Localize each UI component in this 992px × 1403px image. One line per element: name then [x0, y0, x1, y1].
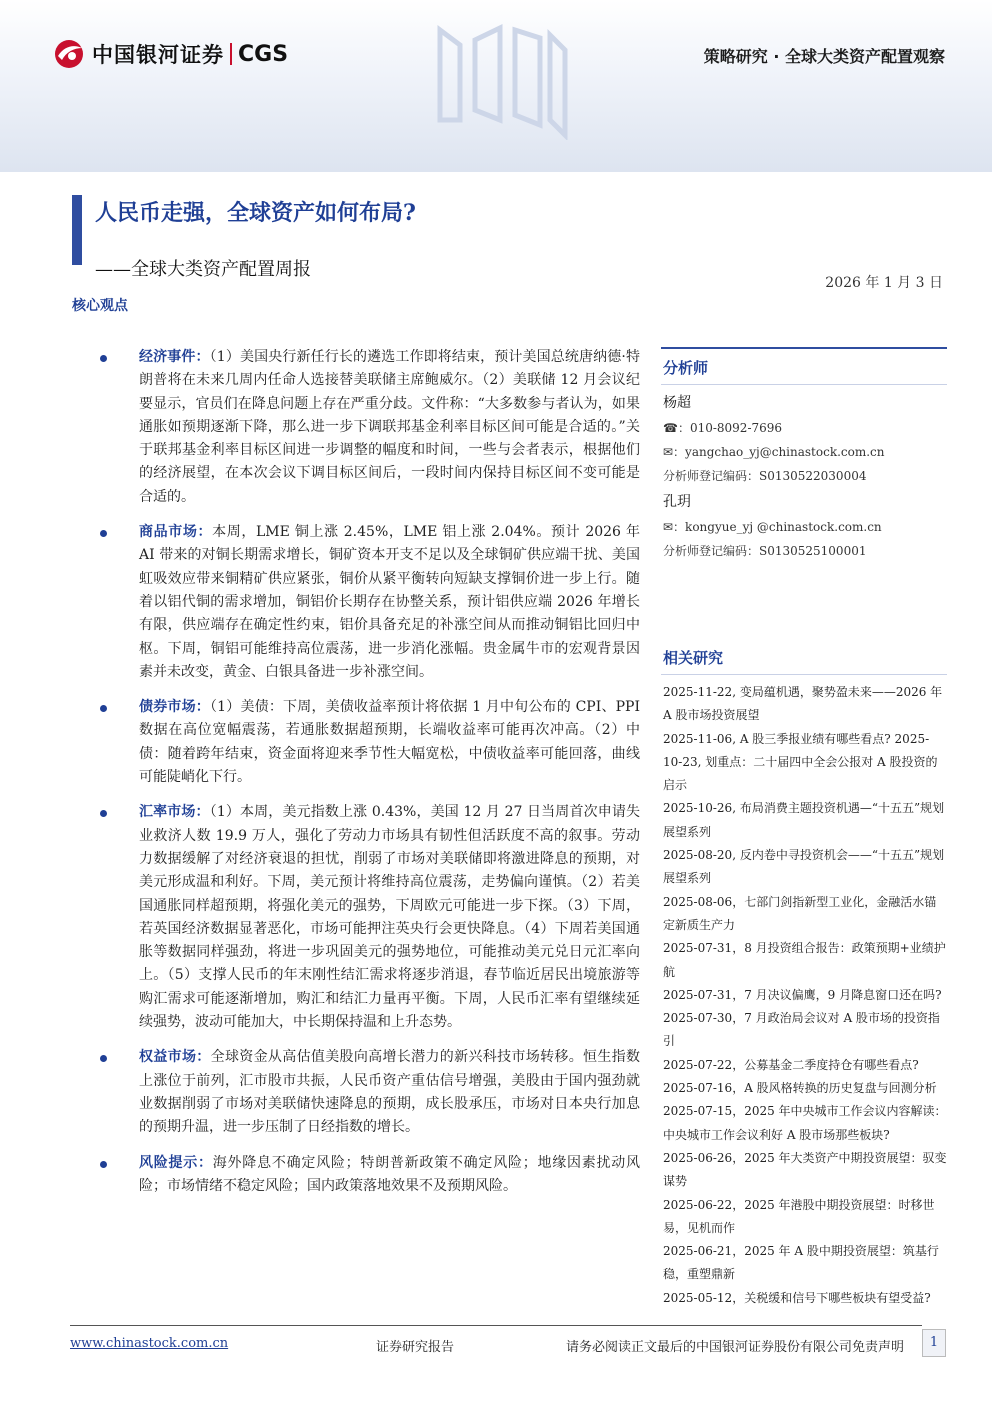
point-text: 海外降息不确定风险；特朗普新政策不确定风险；地缘因素扰动风险；市场情绪不稳定风险；国内政策落地效果不及预期风险。: [139, 1154, 641, 1194]
logo-separator: [230, 43, 232, 65]
logo-chinese-name: 中国银河证券: [92, 43, 224, 67]
related-research-item[interactable]: 2025-06-21，2025 年 A 股中期投资展望：筑基行稳，重塑鼎新: [663, 1244, 939, 1282]
point-label: 风险提示：: [139, 1154, 213, 1171]
analyst-registration: 分析师登记编码：S0130522030004: [663, 469, 867, 483]
related-research-item[interactable]: 2025-07-15，2025 年中央城市工作会议内容解读：中央城市工作会议利好 A 股市场那些板块?: [663, 1104, 947, 1142]
analyst-name: 孔玥: [663, 494, 691, 510]
point-label: 债券市场：: [139, 699, 210, 716]
report-subtitle: ——全球大类资产配置周报: [95, 259, 311, 280]
report-category: 策略研究 · 全球大类资产配置观察: [703, 47, 945, 66]
related-research-item[interactable]: 2025-07-16，A 股风格转换的历史复盘与回测分析: [663, 1081, 937, 1096]
footer-divider: [70, 1325, 922, 1326]
point-fx: [70, 801, 640, 1034]
bullet-icon: [100, 355, 107, 362]
bullet-icon: [100, 530, 107, 537]
related-research-item[interactable]: 2025-11-22, 变局蕴机遇，聚势盈未来——2026 年 A 股市场投资展望: [663, 685, 943, 723]
company-logo: [52, 38, 288, 70]
analyst-email[interactable]: ✉：yangchao_yj@chinastock.com.cn: [663, 445, 885, 459]
cgs-watermark-graphic: [430, 10, 570, 140]
related-research-list: [661, 681, 947, 1310]
point-text: （1）美债：下周，美债收益率预计将依据 1 月中旬公布的 CPI、PPI 数据在高位宽幅震荡，若通胀数据超预期，长端收益率可能再次冲高。（2）中债：随着跨年结束，资金面将迎来季节性大幅宽松，中债收益率可能回落，曲线可能陡峭化下行。: [139, 699, 641, 786]
point-label: 经济事件：: [139, 349, 210, 365]
analyst-email[interactable]: ✉：kongyue_yj @chinastock.com.cn: [663, 520, 882, 534]
bullet-icon: [100, 1161, 107, 1168]
related-research-item[interactable]: 2025-08-06，七部门剑指新型工业化，金融活水锚定新质生产力: [663, 894, 937, 932]
footer-website-link[interactable]: www.chinastock.com.cn: [70, 1336, 229, 1351]
point-risk: [70, 1152, 640, 1199]
point-text: （1）本周，美元指数上涨 0.43%，美国 12 月 27 日当周首次申请失业救济人数 19.9 万人，强化了劳动力市场具有韧性但活跃度不高的叙事。劳动力数据缓解了对经济衰退的担忧，削弱了市场对美联储即将激进降息的预期，对美元形成温和利好。下周，美元预计将维持高位震荡，走势偏向谨慎。（2）若美国通胀同样超预期，将强化美元的强势，下周欧元可能进一步下探。（3）下周，若英国经济数据显著恶化，市场可能押注英央行会更快降息。（4）下周若美国通胀等数据同样强劲，将进一步巩固美元的强势地位，可能推动美元兑日元汇率向上。（5）支撑人民币的年末刚性结汇需求将逐步消退，春节临近居民出境旅游等购汇需求可能逐渐增加，购汇和结汇力量再平衡。下周，人民币汇率有望继续延续强势，波动可能加大，中长期保持温和上升态势。: [139, 804, 641, 1031]
core-views-heading: 核心观点: [72, 298, 128, 314]
point-equity: [70, 1046, 640, 1139]
point-label: 商品市场：: [139, 524, 213, 541]
point-commodities: [70, 521, 640, 684]
footer-report-type: 证券研究报告: [376, 1340, 455, 1355]
point-bonds: [70, 696, 640, 789]
point-text: 全球资金从高估值美股向高增长潜力的新兴科技市场转移。恒生指数上涨位于前列，汇市股市共振，人民币资产重估信号增强，美股由于国内强劲就业数据削弱了市场对美联储快速降息的预期，成长股承压，市场对日本央行加息的预期升温，进一步压制了日经指数的增长。: [139, 1049, 641, 1136]
point-label: 权益市场：: [139, 1049, 211, 1066]
related-research-item[interactable]: 2025-10-26, 布局消费主题投资机遇—“十五五”规划展望系列: [663, 801, 945, 839]
page-number: 1: [922, 1329, 946, 1357]
bullet-icon: [100, 705, 107, 712]
related-research-item[interactable]: 2025-07-31，7 月决议偏鹰，9 月降息窗口还在吗?: [663, 987, 942, 1002]
related-research-item[interactable]: 2025-05-12，关税缓和信号下哪些板块有望受益?: [663, 1290, 931, 1305]
analyst-name: 杨超: [663, 395, 691, 411]
analyst-section-title: 分析师: [661, 349, 947, 385]
title-accent-bar: [72, 195, 82, 265]
logo-english-name: CGS: [238, 41, 289, 67]
related-research-item[interactable]: 2025-08-20, 反内卷中寻投资机会——“十五五”规划展望系列: [663, 848, 945, 886]
related-research-item[interactable]: 2025-07-30，7 月政治局会议对 A 股市场的投资指引: [663, 1011, 940, 1049]
related-research-item[interactable]: 2025-06-26，2025 年大类资产中期投资展望：驭变谋势: [663, 1150, 947, 1189]
point-text: 本周，LME 铜上涨 2.45%，LME 铝上涨 2.04%。预计 2026 年 AI 带来的对铜长期需求增长，铜矿资本开支不足以及全球铜矿供应端干扰、美国虹吸效应带来铜精矿供应紧张，铜价从紧平衡转向短缺支撑铜价进一步上行。随着以铝代铜的需求增加，铜铝价长期存在协整关系，预计铝供应端 2026 年增长有限，供应端存在确定性约束，铝价具备充足的补涨空间从而推动铜铝比回归中枢。下周，铜铝可能维持高位震荡，进一步消化涨幅。贵金属牛市的宏观背景因素并未改变，黄金、白银具备进一步补涨空间。: [139, 524, 641, 680]
analyst-phone: ☎：010-8092-7696: [663, 421, 783, 435]
point-text: （1）美国央行新任行长的遴选工作即将结束，预计美国总统唐纳德·特朗普将在未来几周内任命人选接替美联储主席鲍威尔。（2）美联储 12 月会议纪要显示，官员们在降息问题上存在严重分歧。文件称：“大多数参与者认为，如果通胀如预期逐渐下降，那么进一步下调联邦基金利率目标区间可能是合适的。”关于联邦基金利率目标区间进一步调整的幅度和时间，一些与会者表示，根据他们的经济展望，在本次会议下调目标区间后，一段时间内保持目标区间不变可能是合适的。: [139, 349, 641, 505]
report-date: 2026 年 1 月 3 日: [825, 275, 943, 291]
point-economy: [70, 346, 640, 509]
bullet-icon: [100, 810, 107, 817]
analyst-registration: 分析师登记编码：S0130525100001: [663, 544, 867, 558]
core-views-list: [70, 346, 640, 1210]
bullet-icon: [100, 1055, 107, 1062]
galaxy-logo-icon: [52, 38, 86, 70]
related-research-title: 相关研究: [661, 647, 947, 675]
related-research-item[interactable]: 2025-07-22，公募基金二季度持仓有哪些看点?: [663, 1057, 919, 1072]
related-research-item[interactable]: 2025-06-22，2025 年港股中期投资展望：时移世易，见机而作: [663, 1197, 935, 1235]
sidebar: [661, 347, 947, 1310]
point-label: 汇率市场：: [139, 804, 210, 821]
footer-disclaimer: 请务必阅读正文最后的中国银河证券股份有限公司免责声明: [566, 1340, 905, 1355]
related-research-item[interactable]: 2025-11-06, A 股三季报业绩有哪些看点? 2025-10-23, 划重点：二十届四中全会公报对 A 股投资的启示: [663, 731, 938, 793]
related-research-item[interactable]: 2025-07-31，8 月投资组合报告：政策预期+业绩护航: [663, 941, 946, 979]
report-title: 人民币走强，全球资产如何布局?: [95, 200, 416, 226]
